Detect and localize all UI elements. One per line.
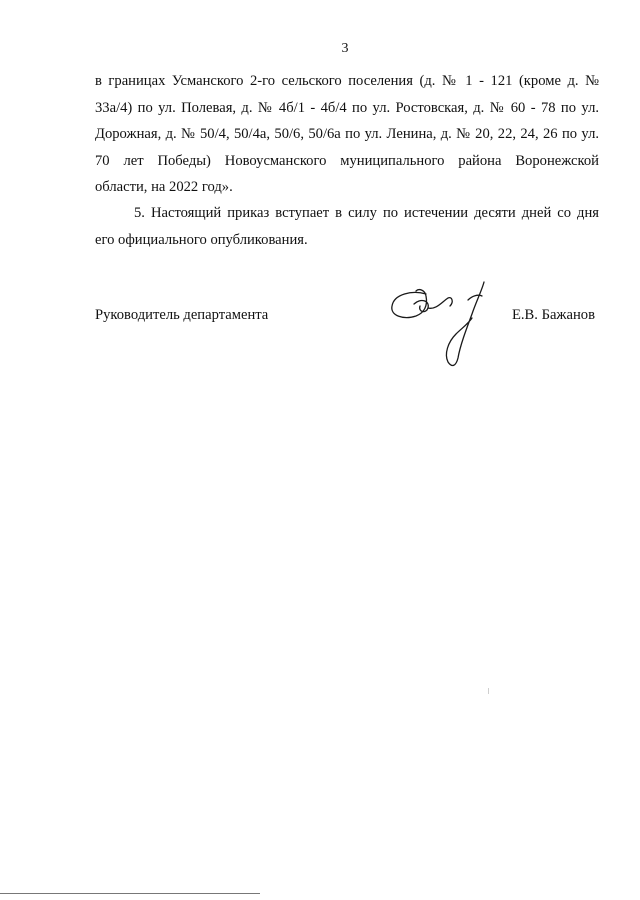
text-line: области, на 2022 год». bbox=[95, 179, 233, 195]
text-line: Дорожная, д. № 50/4, 50/4а, 50/6, 50/6а по ул. Ленина, д. № 20, 22, 24, 26 по ул. bbox=[95, 126, 599, 142]
text-line: 5. Настоящий приказ вступает в силу по истечении десяти дней со дня bbox=[134, 205, 599, 221]
scan-artifact bbox=[488, 688, 489, 694]
text-line: 33а/4) по ул. Полевая, д. № 4б/1 - 4б/4 по ул. Ростовская, д. № 60 - 78 по ул. bbox=[95, 99, 599, 116]
footer-rule bbox=[0, 893, 260, 894]
handwritten-signature-icon bbox=[386, 272, 496, 372]
text-line: в границах Усманского 2-го сельского поселения (д. № 1 - 121 (кроме д. № bbox=[95, 73, 599, 89]
paragraph-item-5 bbox=[95, 200, 599, 253]
signature-block bbox=[95, 300, 599, 330]
paragraph-continuation bbox=[95, 68, 599, 201]
text-line: 70 лет Победы) Новоусманского муниципального района Воронежской bbox=[95, 152, 599, 169]
page-number: 3 bbox=[341, 41, 349, 56]
signatory-name: Е.В. Бажанов bbox=[511, 307, 595, 323]
signatory-position: Руководитель департамента bbox=[95, 307, 269, 323]
text-line: его официального опубликования. bbox=[95, 231, 308, 248]
